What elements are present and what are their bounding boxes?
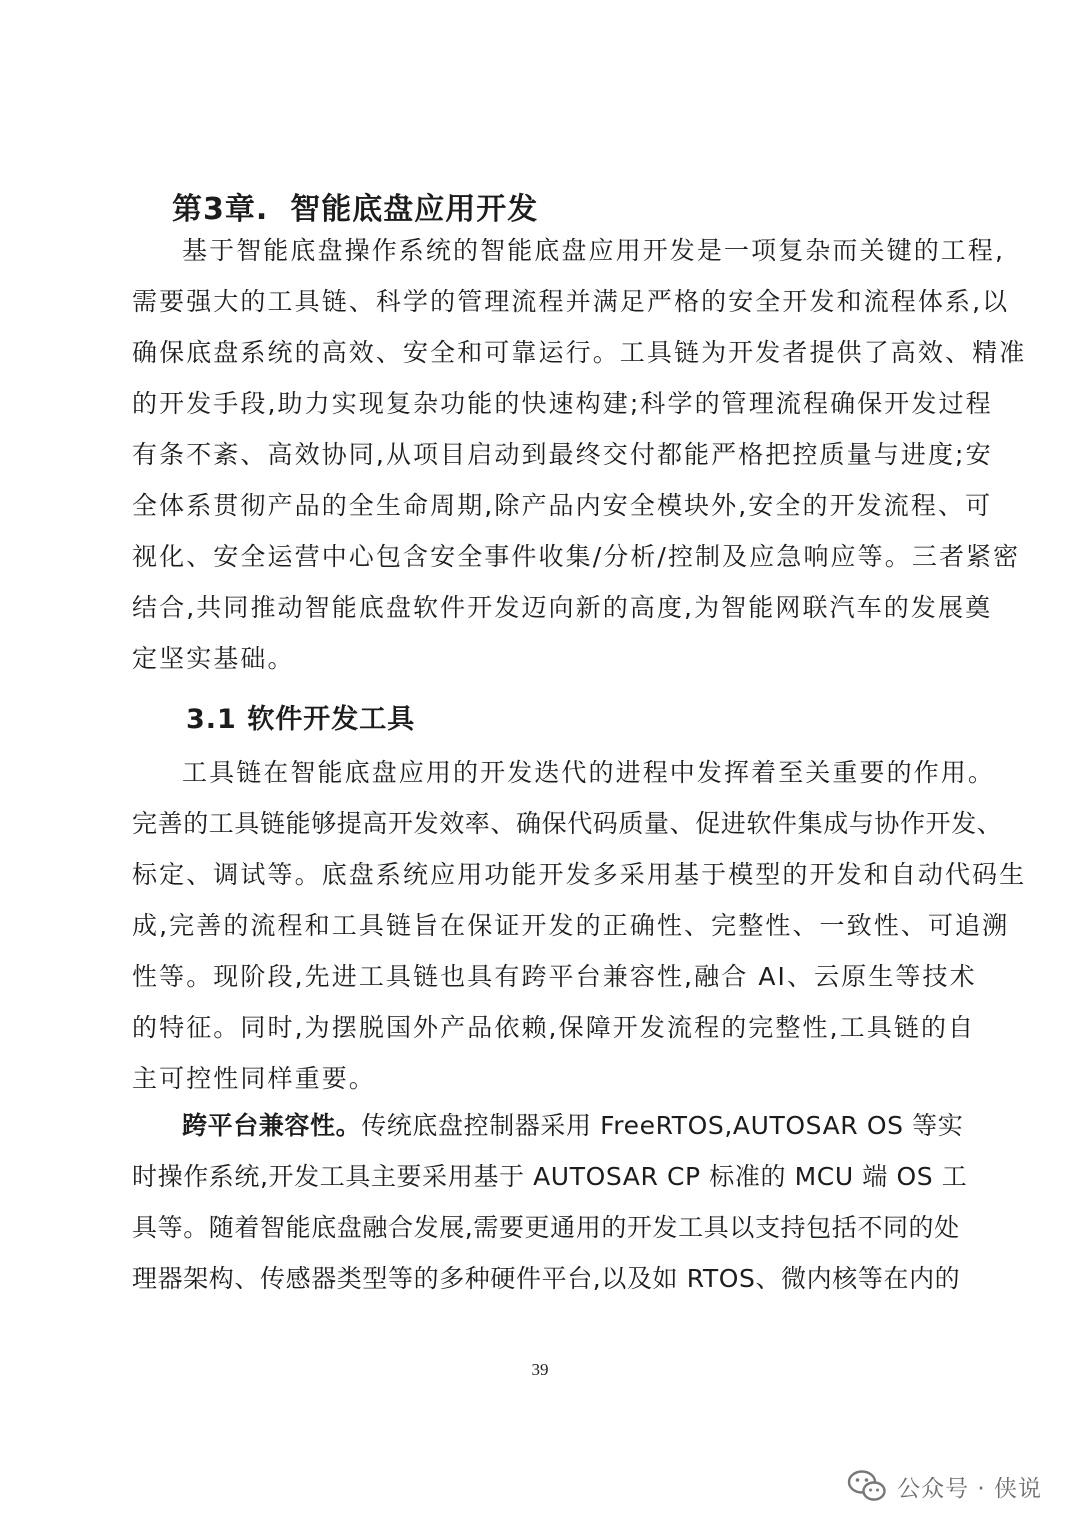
watermark-text: 公众号 · 侠说 [897,1475,1042,1502]
paragraph-line: 具等。随着智能底盘融合发展,需要更通用的开发工具以支持包括不同的处 [132,1213,960,1242]
paragraph-line: 的特征。同时,为摆脱国外产品依赖,保障开发流程的完整性,工具链的自 [132,1013,976,1042]
paragraph-line: 有条不紊、高效协同,从项目启动到最终交付都能严格把控质量与进度;安 [132,440,993,469]
paragraph-line: 性等。现阶段,先进工具链也具有跨平台兼容性,融合 AI、云原生等技术 [132,962,977,991]
section-title: 3.1 软件开发工具 [186,704,416,735]
section-paragraph [132,747,1027,1104]
paragraph-line [132,1100,964,1151]
paragraph-line: 主可控性同样重要。 [132,1064,376,1093]
page-number: 39 [531,1360,549,1379]
paragraph-line: 需要强大的工具链、科学的管理流程并满足严格的安全开发和流程体系,以 [132,287,1010,316]
paragraph-line: 视化、安全运营中心包含安全事件收集/分析/控制及应急响应等。三者紧密 [132,542,1021,571]
paragraph-line: 时操作系统,开发工具主要采用基于 AUTOSAR CP 标准的 MCU 端 OS 工 [132,1162,968,1191]
wechat-icon [847,1469,887,1503]
paragraph-line: 全体系贯彻产品的全生命周期,除产品内安全模块外,安全的开发流程、可 [132,491,993,520]
cross-platform-paragraph [132,1100,968,1304]
paragraph-lead: 跨平台兼容性。 [182,1111,362,1140]
paragraph-line: 结合,共同推动智能底盘软件开发迈向新的高度,为智能网联汽车的发展奠 [132,593,993,622]
paragraph-line: 确保底盘系统的高效、安全和可靠运行。工具链为开发者提供了高效、精准 [132,338,1027,367]
paragraph-lead-rest: 传统底盘控制器采用 FreeRTOS,AUTOSAR OS 等实 [361,1111,964,1140]
paragraph-line: 的开发手段,助力实现复杂功能的快速构建;科学的管理流程确保开发过程 [132,389,993,418]
chapter-number: 第3章. [172,192,269,227]
chapter-name: 智能底盘应用开发 [290,192,539,227]
paragraph-line: 成,完善的流程和工具链旨在保证开发的正确性、完整性、一致性、可追溯 [132,911,1010,940]
intro-paragraph [132,225,1027,684]
paragraph-line: 基于智能底盘操作系统的智能底盘应用开发是一项复杂而关键的工程, [182,236,1006,265]
paragraph-line: 完善的工具链能够提高开发效率、确保代码质量、促进软件集成与协作开发、 [132,809,1003,838]
watermark [847,1466,1042,1506]
paragraph-line: 理器架构、传感器类型等的多种硬件平台,以及如 RTOS、微内核等在内的 [132,1264,961,1293]
paragraph-line: 定坚实基础。 [132,644,295,673]
paragraph-line: 标定、调试等。底盘系统应用功能开发多采用基于模型的开发和自动代码生 [132,860,1027,889]
paragraph-line: 工具链在智能底盘应用的开发迭代的进程中发挥着至关重要的作用。 [182,758,996,787]
